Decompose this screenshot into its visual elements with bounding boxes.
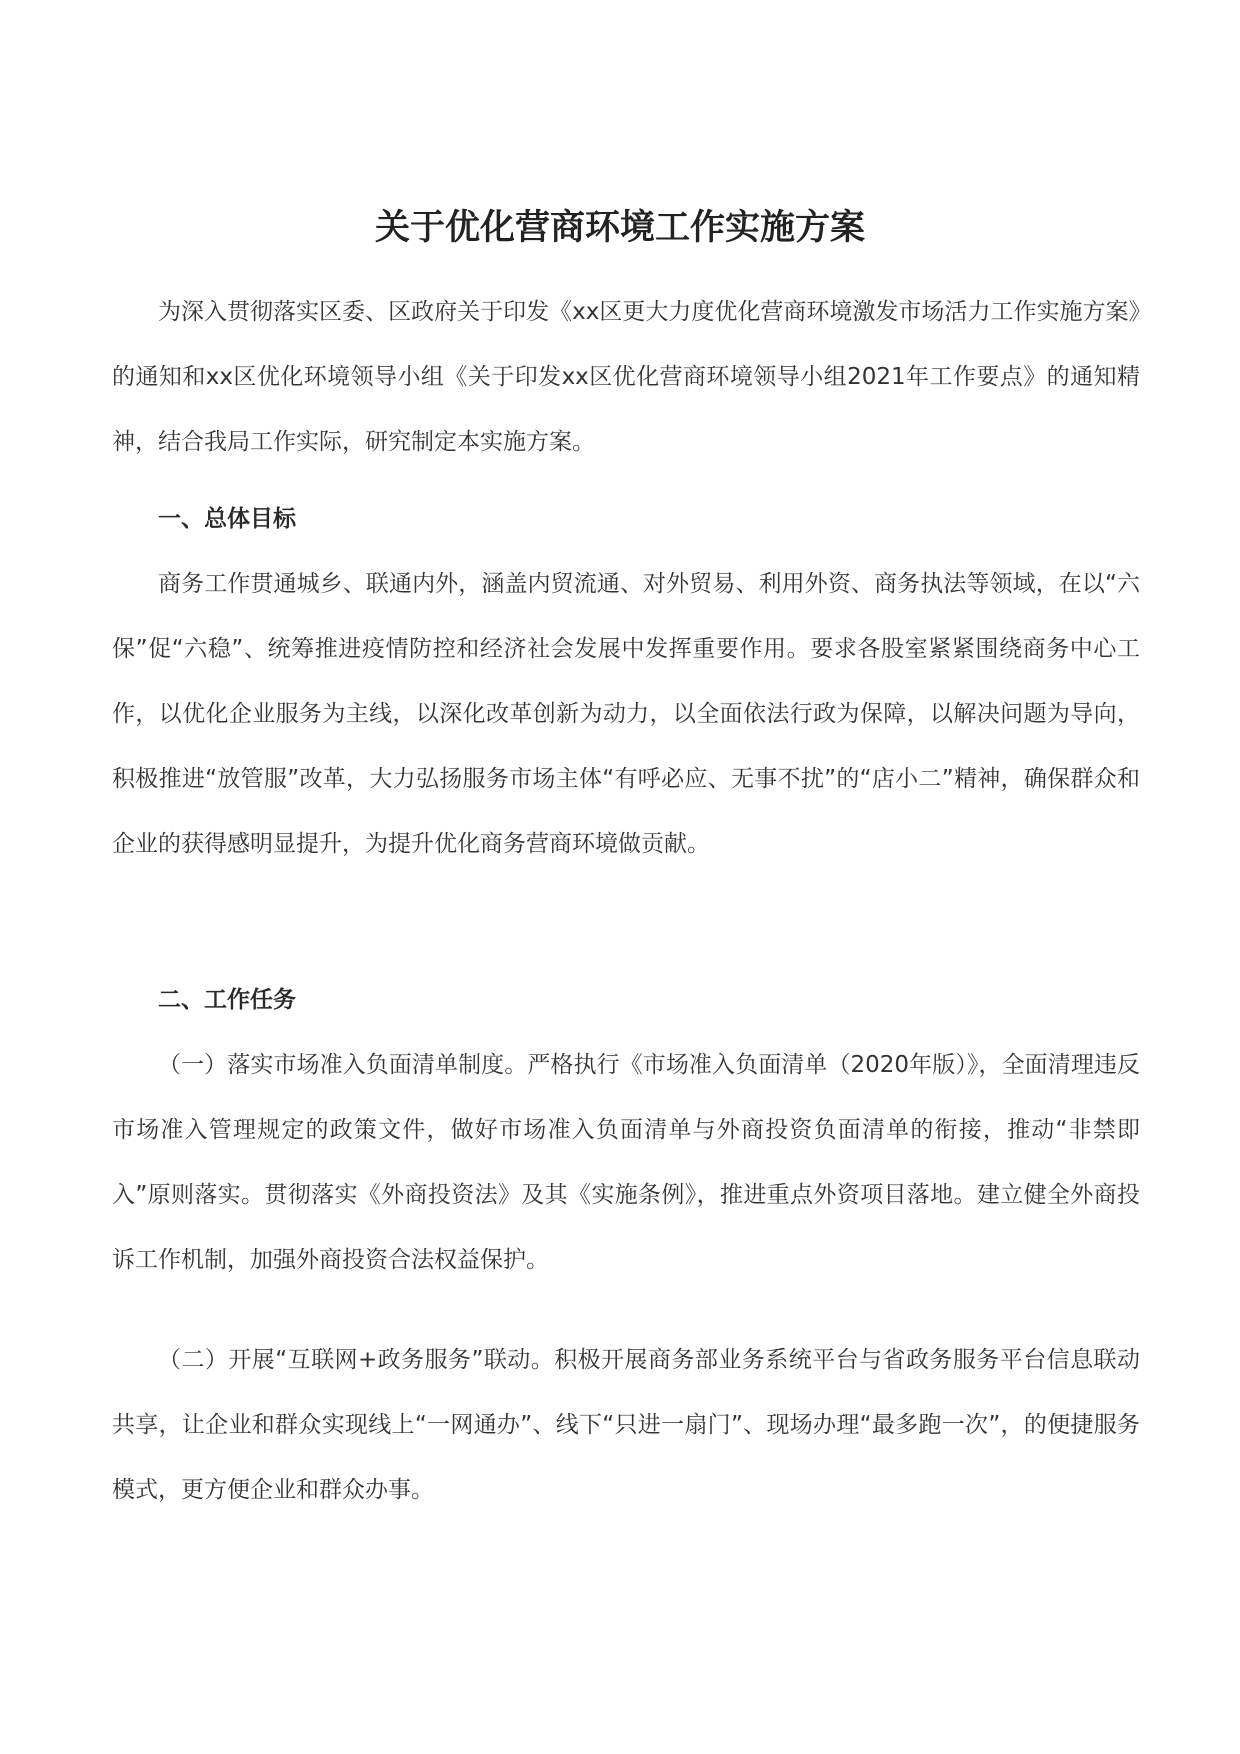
section-1-body (112, 552, 1140, 877)
section-2-task-1 (112, 1033, 1140, 1293)
document-title: 关于优化营商环境工作实施方案 (374, 208, 865, 248)
section-1-heading-block (112, 487, 1140, 552)
section-2-task-2 (112, 1328, 1140, 1523)
section-paragraph: 商务工作贯通城乡、联通内外，涵盖内贸流通、对外贸易、利用外资、商务执法等领域，在以“六保”促“六稳”、统筹推进疫情防控和经济社会发展中发挥重要作用。要求各股室紧紧围绕商务中心工作，以优化企业服务为主线，以深化改革创新为动力，以全面依法行政为保障，以解决问题为导向，积极推进“放管服”改革，大力弘扬服务市场主体“有呼必应、无事不扰”的“店小二”精神，确保群众和企业的获得感明显提升，为提升优化商务营商环境做贡献。 (112, 571, 1140, 857)
section-2-heading-block (112, 968, 1140, 1033)
intro-paragraph: 为深入贯彻落实区委、区政府关于印发《xx区更大力度优化营商环境激发市场活力工作实施方案》的通知和xx区优化环境领导小组《关于印发xx区优化营商环境领导小组2021年工作要点》的通知精神，结合我局工作实际，研究制定本实施方案。 (112, 299, 1140, 455)
intro-block (112, 280, 1140, 475)
section-heading: 一、总体目标 (158, 506, 296, 532)
section-paragraph: （二）开展“互联网+政务服务”联动。积极开展商务部业务系统平台与省政务服务平台信息联动共享，让企业和群众实现线上“一网通办”、线下“只进一扇门”、现场办理“最多跑一次”，的便捷服务模式，更方便企业和群众办事。 (112, 1347, 1140, 1503)
section-heading: 二、工作任务 (158, 987, 296, 1013)
section-paragraph: （一）落实市场准入负面清单制度。严格执行《市场准入负面清单（2020年版）》，全面清理违反市场准入管理规定的政策文件，做好市场准入负面清单与外商投资负面清单的衔接，推动“非禁即入”原则落实。贯彻落实《外商投资法》及其《实施条例》，推进重点外资项目落地。建立健全外商投诉工作机制，加强外商投资合法权益保护。 (112, 1052, 1140, 1273)
